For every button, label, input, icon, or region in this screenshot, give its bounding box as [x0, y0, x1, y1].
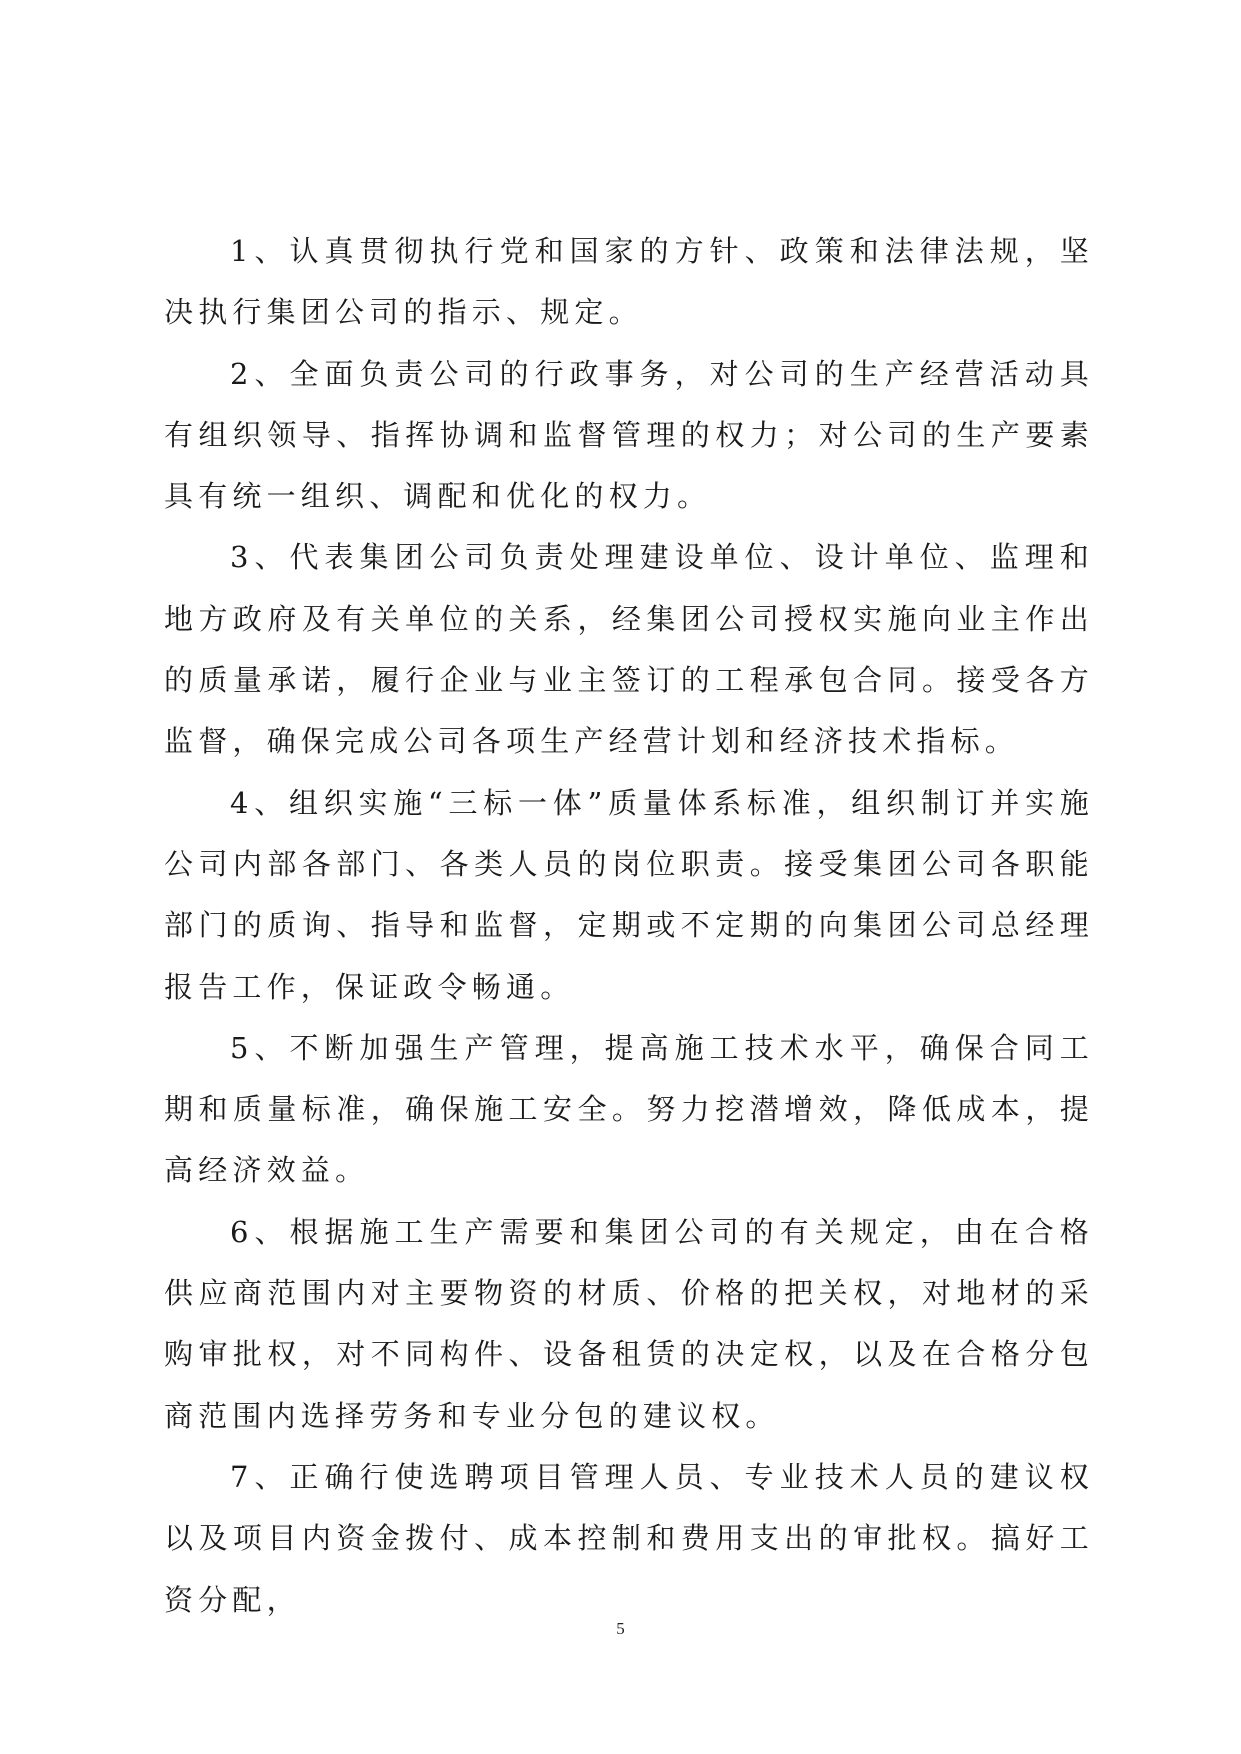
document-body: [164, 221, 1094, 1631]
paragraph-2: 2、全面负责公司的行政事务，对公司的生产经营活动具有组织领导、指挥协调和监督管理的权力；对公司的生产要素具有统一组织、调配和优化的权力。: [164, 356, 1094, 514]
paragraph-6: 6、根据施工生产需要和集团公司的有关规定，由在合格供应商范围内对主要物资的材质、价格的把关权，对地材的采购审批权，对不同构件、设备租赁的决定权，以及在合格分包商范围内选择劳务和专业分包的建议权。: [164, 1214, 1094, 1433]
paragraph-5: 5、不断加强生产管理，提高施工技术水平，确保合同工期和质量标准，确保施工安全。努力挖潜增效，降低成本，提高经济效益。: [164, 1030, 1094, 1188]
page-number: 5: [616, 1619, 625, 1638]
paragraph-1: 1、认真贯彻执行党和国家的方针、政策和法律法规，坚决执行集团公司的指示、规定。: [164, 234, 1094, 330]
paragraph-7: 7、正确行使选聘项目管理人员、专业技术人员的建议权以及项目内资金拨付、成本控制和费用支出的审批权。搞好工资分配，: [164, 1459, 1094, 1617]
paragraph-4: 4、组织实施“三标一体”质量体系标准，组织制订并实施公司内部各部门、各类人员的岗位职责。接受集团公司各职能部门的质询、指导和监督，定期或不定期的向集团公司总经理报告工作，保证政令畅通。: [164, 785, 1094, 1004]
paragraph-3: 3、代表集团公司负责处理建设单位、设计单位、监理和地方政府及有关单位的关系，经集团公司授权实施向业主作出的质量承诺，履行企业与业主签订的工程承包合同。接受各方监督，确保完成公司各项生产经营计划和经济技术指标。: [164, 540, 1094, 759]
